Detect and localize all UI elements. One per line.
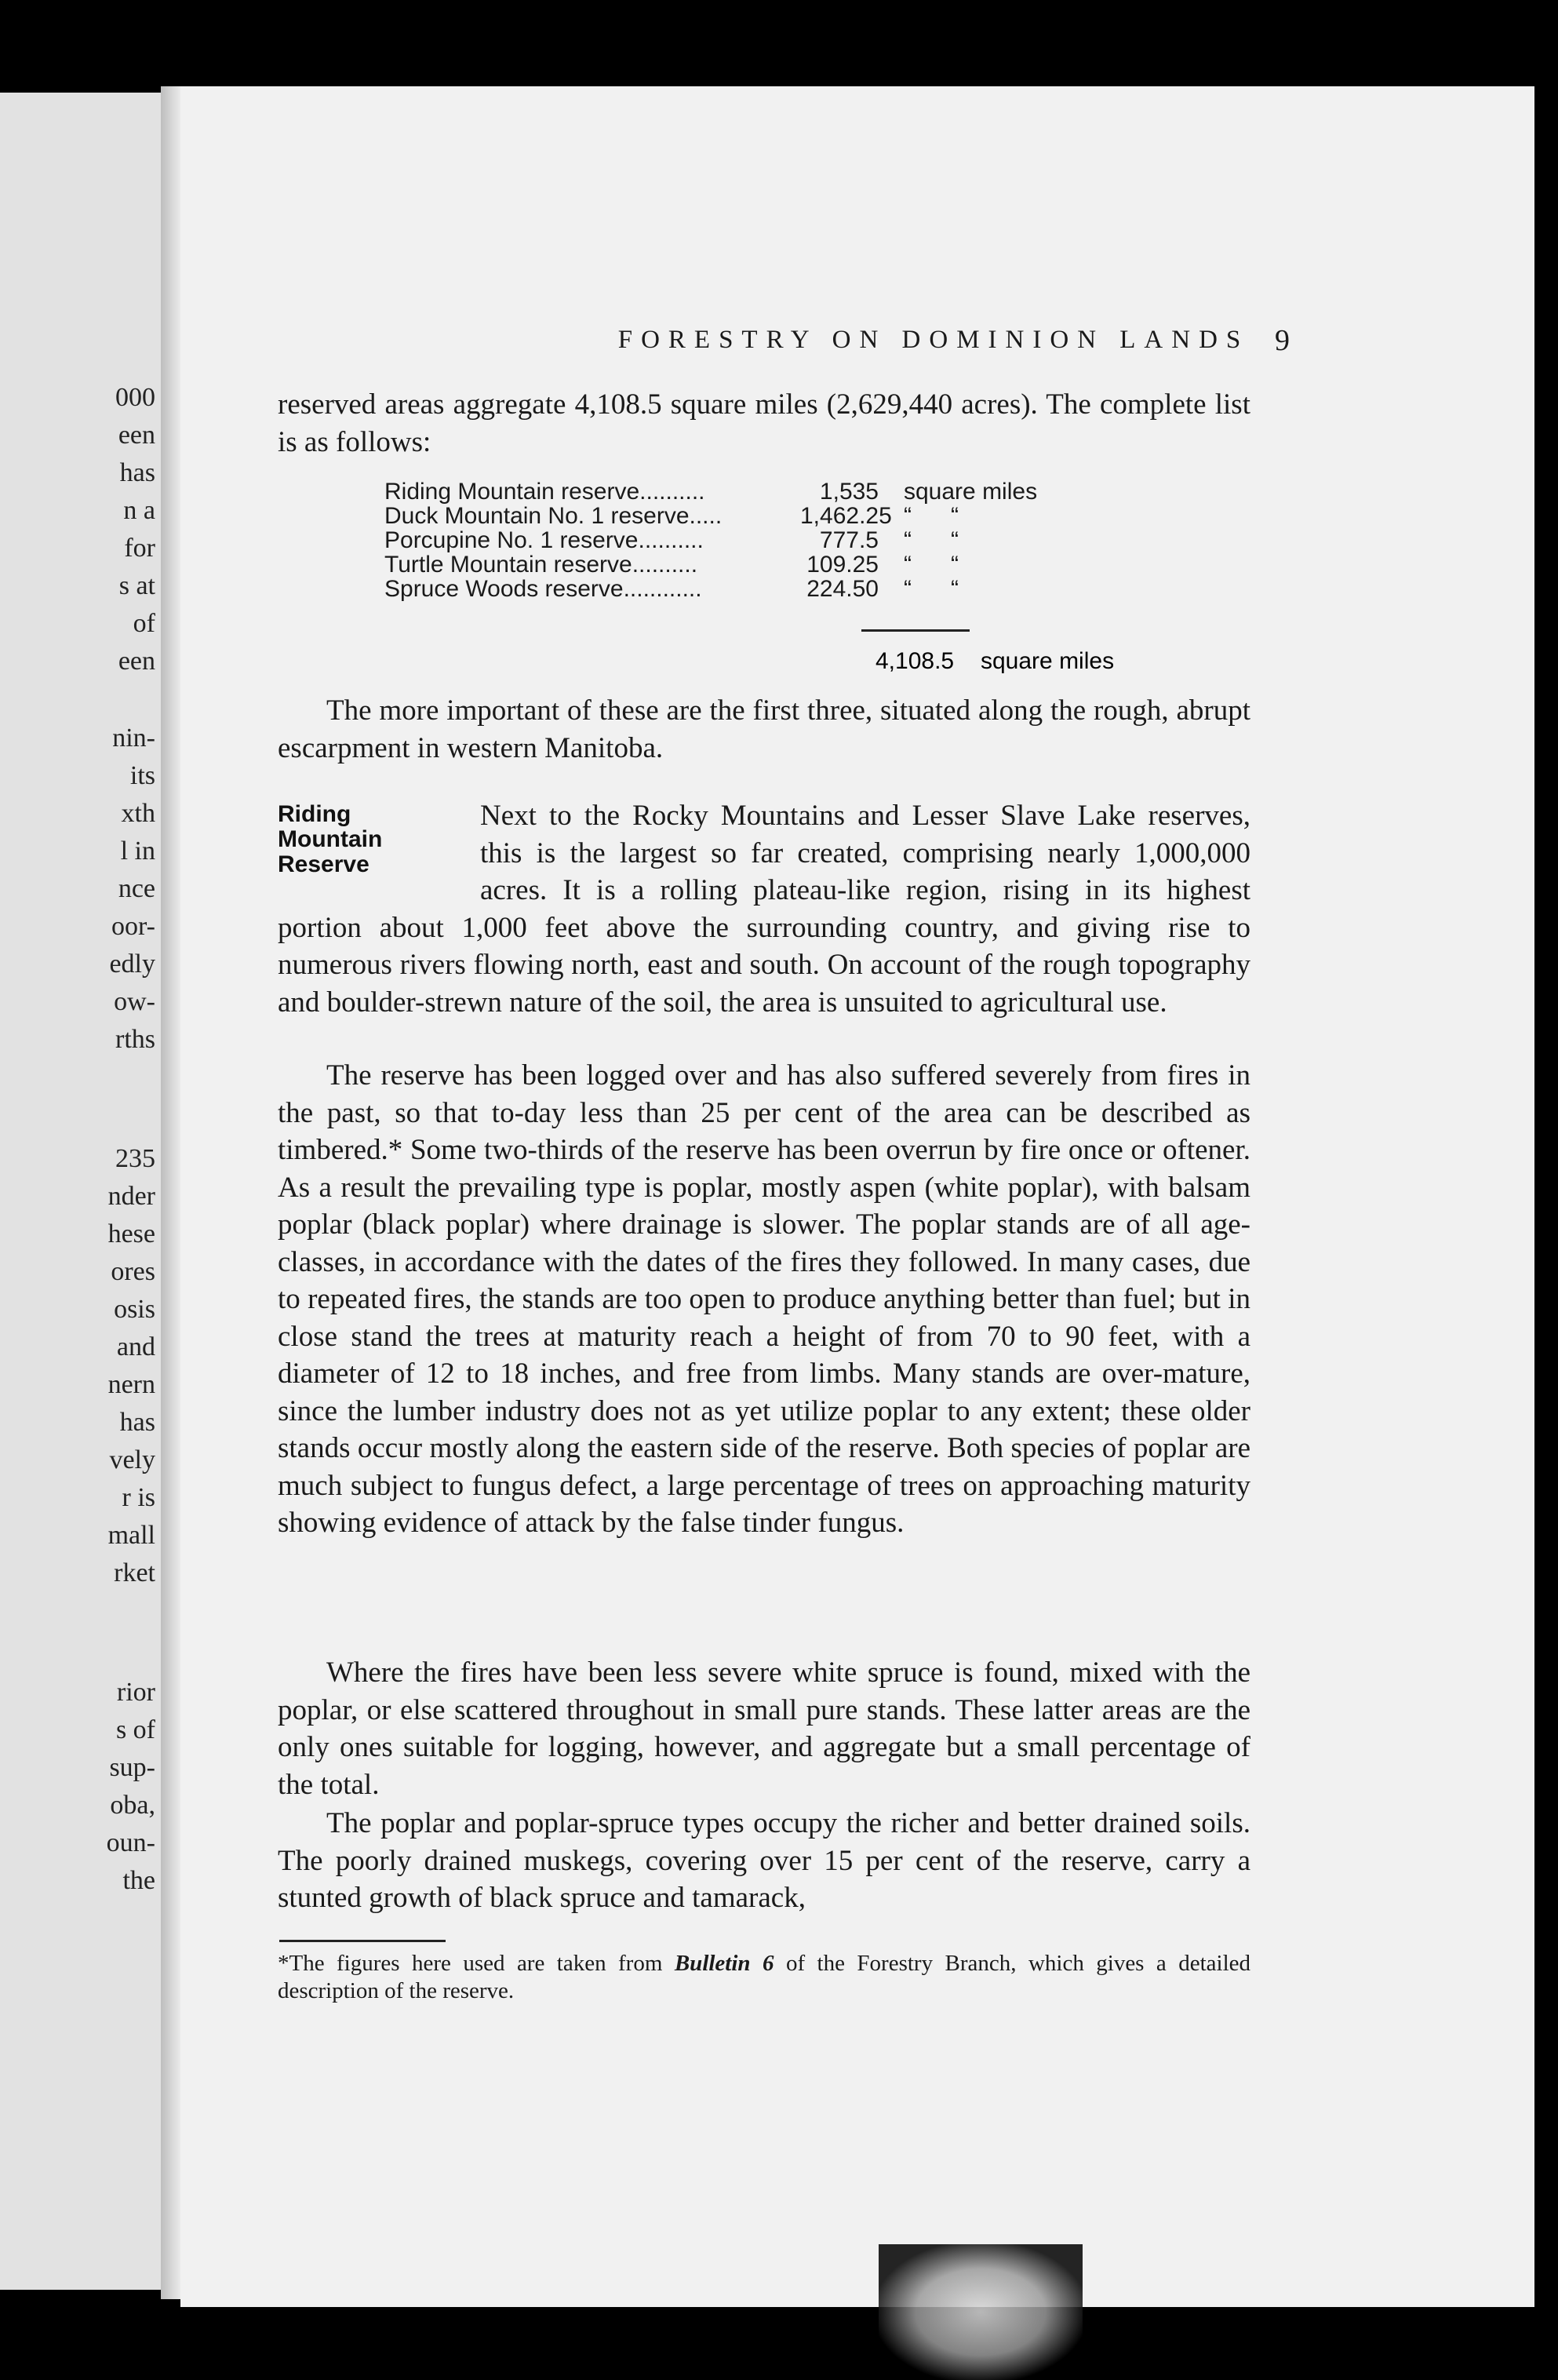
adjacent-page-text: nder (107, 1182, 155, 1211)
sum-rule (861, 629, 970, 632)
list-item (384, 552, 1216, 576)
paragraph-important (278, 692, 1250, 767)
adjacent-page-text: has (119, 1408, 155, 1437)
reserve-unit: “ “ (904, 503, 959, 529)
adjacent-page-text: oor- (111, 912, 155, 941)
adjacent-page-text: of (133, 609, 155, 638)
paragraph-logged (278, 1057, 1250, 1542)
reserve-name: Riding Mountain reserve.......... (384, 479, 705, 505)
paragraph-text: The poplar and poplar-spruce types occupy the richer and better drained soils. The poorly drained muskegs, covering over 15 per cent of the reserve, carry a stunted growth of black spruce and tamarack, (278, 1807, 1250, 1914)
adjacent-page-text: osis (114, 1295, 155, 1324)
footnote-text: of the Forestry Branch, which gives a detailed description of the reserve. (278, 1951, 1251, 2003)
footnote-rule (279, 1940, 446, 1942)
reserve-area: 224.50 (806, 576, 879, 602)
adjacent-page-text: oun- (106, 1828, 155, 1857)
reserve-unit: “ “ (904, 576, 959, 602)
adjacent-page-text: 000 (115, 383, 155, 412)
adjacent-page-text: een (118, 421, 155, 450)
adjacent-page-text: rior (116, 1678, 155, 1707)
list-item (384, 527, 1216, 552)
footnote-citation: Bulletin 6 (674, 1951, 774, 1976)
adjacent-page-text: edly (109, 949, 155, 979)
intro-text: reserved areas aggregate 4,108.5 square miles (2,629,440 acres). The complete list is as follows: (278, 388, 1250, 458)
adjacent-page-text: vely (109, 1445, 155, 1474)
side-heading-line: Riding (278, 801, 351, 827)
adjacent-page-text: nce (118, 874, 155, 903)
adjacent-page-text: nern (107, 1370, 155, 1399)
reserve-name: Turtle Mountain reserve.......... (384, 552, 698, 578)
book-page (180, 86, 1534, 2307)
reserve-list (384, 479, 1216, 600)
adjacent-page-text: the (122, 1866, 155, 1895)
intro-paragraph (278, 386, 1250, 461)
reserve-name: Spruce Woods reserve............ (384, 576, 702, 602)
sidenote-spacer (278, 797, 480, 907)
paragraph-text: The reserve has been logged over and has also suffered severely from fires in the past, so that to-day less than 25 per cent of the area can be described as timbered.* Some two-thirds of the reserve has been overrun by fire once or oftener. As a result the prevailing type is poplar, mostly aspen (white poplar), with balsam poplar (black poplar) where drainage is slower. The poplar stands are of all age-classes, in accordance with the dates of the fires they followed. In many cases, due to repeated fires, the stands are too open to produce anything better than fuel; but in close stand the trees at maturity reach a height of from 70 to 90 feet, with a diameter of 12 to 18 inches, and free from limbs. Many stands are over-mature, since the lumber industry does not as yet utilize poplar to any extent; these older stands occur mostly along the eastern side of the reserve. Both species of poplar are much subject to fungus defect, a large percentage of trees on approaching maturity showing evidence of attack by the false tinder fungus. (278, 1059, 1250, 1539)
footnote-text: *The figures here used are taken from (278, 1951, 675, 1976)
side-heading-line: Mountain (278, 826, 383, 852)
adjacent-page-text: s of (115, 1715, 155, 1744)
paragraph-types (278, 1805, 1250, 1917)
paragraph-text: Where the fires have been less severe white spruce is found, mixed with the poplar, or else scattered throughout in small pure stands. These latter areas are the only ones suitable for logging, however, and aggregate but a small percentage of the total. (278, 1657, 1250, 1801)
adjacent-page-text: mall (107, 1521, 155, 1550)
reserve-name: Porcupine No. 1 reserve.......... (384, 527, 704, 553)
adjacent-page-text: rket (114, 1558, 155, 1587)
side-heading-line: Reserve (278, 851, 369, 877)
paragraph-body (278, 797, 1250, 1021)
paragraph-text: The more important of these are the first three, situated along the rough, abrupt escarpment in western Manitoba. (278, 694, 1250, 764)
adjacent-page-text: rths (115, 1025, 155, 1054)
reserve-area: 109.25 (806, 552, 879, 578)
adjacent-page-text: for (124, 534, 155, 563)
adjacent-page-text: and (116, 1332, 155, 1361)
total-unit: square miles (981, 648, 1115, 674)
reserve-area: 1,535 (819, 479, 879, 505)
adjacent-page-text: hese (107, 1219, 155, 1248)
list-item (384, 479, 1216, 503)
reserve-unit: square miles (904, 479, 1038, 505)
adjacent-page-text: nin- (112, 723, 155, 753)
reserve-unit: “ “ (904, 552, 959, 578)
adjacent-page-text: r is (122, 1483, 155, 1512)
adjacent-page-text: s at (118, 571, 155, 600)
list-item (384, 576, 1216, 600)
paragraph-spruce (278, 1654, 1250, 1803)
adjacent-page-text: ores (111, 1257, 155, 1286)
reserve-name: Duck Mountain No. 1 reserve..... (384, 503, 723, 529)
adjacent-page-text: oba, (110, 1791, 155, 1820)
adjacent-page-text: n a (123, 496, 155, 525)
adjacent-page-text: has (119, 458, 155, 487)
running-head: FORESTRY ON DOMINION LANDS (617, 326, 1250, 354)
adjacent-page-text: 235 (115, 1144, 155, 1173)
page-number: 9 (1275, 324, 1290, 357)
reserve-area: 1,462.25 (800, 503, 892, 529)
adjacent-page-text: its (129, 761, 155, 790)
reserve-area: 777.5 (819, 527, 879, 553)
list-item (384, 503, 1216, 527)
adjacent-page-text: l in (120, 836, 155, 866)
adjacent-page-text: sup- (109, 1753, 155, 1782)
adjacent-page-fragment (0, 93, 166, 2290)
adjacent-page-text: een (118, 647, 155, 676)
adjacent-page-text: ow- (114, 987, 155, 1016)
total-value: 4,108.5 (875, 648, 955, 674)
paragraph-riding-mountain (278, 797, 1250, 1021)
reserve-unit: “ “ (904, 527, 959, 553)
footnote (278, 1950, 1250, 2005)
page-damage-mark (879, 2244, 1083, 2380)
adjacent-page-text: xth (121, 799, 155, 828)
paragraph-text: Next to the Rocky Mountains and Lesser Slave Lake reserves, this is the largest so far created, comprising nearly 1,000,000 acres. It is a rolling plateau-like region, rising in its highest portion about 1,000 feet above the surrounding country, and giving rise to numerous rivers flowing north, east and south. On account of the rough topography and boulder-strewn nature of the soil, the area is unsuited to agricultural use. (278, 800, 1250, 1019)
